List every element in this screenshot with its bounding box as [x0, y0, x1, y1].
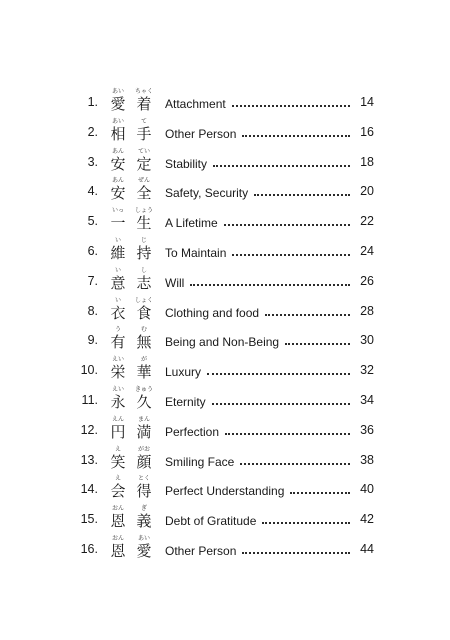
- page-number: 16: [360, 124, 374, 139]
- entry-number: 14.: [80, 482, 98, 497]
- kanji-first-char: 一: [110, 214, 126, 233]
- page-number: 34: [360, 392, 374, 407]
- kanji-second-char: 得: [136, 482, 152, 501]
- kanji-first: [108, 505, 128, 531]
- furigana-first: いっ: [111, 207, 124, 215]
- page-number: 28: [360, 303, 374, 318]
- dot-leader: [262, 513, 350, 524]
- kanji-second: [134, 207, 154, 233]
- furigana-second: じ: [140, 236, 147, 244]
- kanji-first: [108, 385, 128, 411]
- furigana-second: しょく: [134, 296, 153, 304]
- entry-number: 8.: [87, 303, 98, 318]
- kanji-first-char: 安: [110, 184, 126, 203]
- kanji-first: [108, 326, 128, 352]
- kanji-first-char: 維: [110, 243, 126, 262]
- kanji-second: [134, 266, 154, 292]
- page-number: 38: [360, 452, 374, 467]
- entry-title[interactable]: Perfection: [165, 424, 220, 439]
- furigana-second: がお: [137, 445, 150, 453]
- furigana-first: い: [114, 296, 121, 304]
- furigana-second: ぜん: [137, 177, 150, 185]
- entry-title-line: [165, 94, 350, 112]
- toc-entry[interactable]: [0, 356, 450, 386]
- furigana-first: あい: [111, 88, 124, 95]
- kanji-second-char: 久: [136, 392, 152, 411]
- furigana-second: し: [140, 266, 147, 274]
- entry-title-line: [165, 183, 350, 201]
- kanji-second-char: 無: [136, 333, 152, 352]
- furigana-first: えい: [111, 356, 124, 364]
- page-number: 36: [360, 422, 374, 437]
- toc-entry[interactable]: [0, 386, 450, 416]
- furigana-second: ちゃく: [134, 88, 153, 95]
- entry-title[interactable]: Being and Non-Being: [165, 335, 280, 350]
- dot-leader: [290, 483, 350, 494]
- page-number: 44: [360, 541, 374, 556]
- kanji-second-char: 持: [136, 243, 152, 262]
- entry-title[interactable]: A Lifetime: [165, 216, 218, 231]
- kanji-first: [108, 475, 128, 501]
- kanji-second-char: 着: [136, 95, 152, 113]
- toc-entry[interactable]: [0, 446, 450, 476]
- furigana-second: あい: [137, 534, 150, 542]
- toc-entry[interactable]: [0, 177, 450, 207]
- entry-title-line: [165, 362, 350, 380]
- kanji-first: [108, 534, 128, 560]
- kanji-first: [108, 207, 128, 233]
- furigana-first: おん: [111, 505, 124, 513]
- furigana-first: い: [114, 236, 121, 244]
- entry-number: 10.: [80, 363, 98, 378]
- entry-title-line: [165, 332, 350, 350]
- kanji-second: [134, 505, 154, 531]
- kanji-second-char: 定: [136, 154, 152, 173]
- kanji-second-char: 食: [136, 303, 152, 322]
- entry-number: 2.: [87, 124, 98, 139]
- kanji-first: [108, 177, 128, 203]
- kanji-second: [134, 385, 154, 411]
- dot-leader: [240, 454, 350, 465]
- furigana-first: あん: [111, 177, 124, 185]
- entry-number: 13.: [80, 452, 98, 467]
- furigana-second: とく: [137, 475, 150, 483]
- toc-entry[interactable]: [0, 297, 450, 327]
- kanji-second: [134, 296, 154, 322]
- entry-number: 9.: [87, 333, 98, 348]
- page-number: 40: [360, 482, 374, 497]
- kanji-first-char: 栄: [110, 363, 126, 382]
- kanji-first-char: 恩: [110, 512, 126, 531]
- kanji-second-char: 華: [136, 363, 152, 382]
- kanji-second: [134, 147, 154, 173]
- toc-entry[interactable]: [0, 326, 450, 356]
- kanji-first: [108, 117, 128, 143]
- toc-entry[interactable]: [0, 475, 450, 505]
- kanji-second: [134, 236, 154, 262]
- dot-leader: [212, 394, 350, 405]
- entry-number: 1.: [87, 95, 98, 109]
- page-number: 18: [360, 154, 374, 169]
- toc-entry[interactable]: [0, 416, 450, 446]
- kanji-first-char: 衣: [110, 303, 126, 322]
- kanji-second-char: 満: [136, 422, 152, 441]
- kanji-first-char: 相: [110, 124, 126, 143]
- entry-title[interactable]: Clothing and food: [165, 305, 260, 320]
- kanji-first: [108, 356, 128, 382]
- entry-title-line: [165, 243, 350, 261]
- entry-title[interactable]: Eternity: [165, 394, 206, 409]
- kanji-second: [134, 475, 154, 501]
- kanji-second: [134, 117, 154, 143]
- entry-title-line: [165, 303, 350, 321]
- kanji-first: [108, 445, 128, 471]
- dot-leader: [265, 305, 350, 316]
- entry-title-line: [165, 452, 350, 470]
- toc-entry[interactable]: [0, 505, 450, 535]
- entry-title-line: [165, 273, 350, 291]
- furigana-first: い: [114, 266, 121, 274]
- kanji-first: [108, 415, 128, 441]
- table-of-contents: [0, 88, 450, 565]
- page-number: 30: [360, 333, 374, 348]
- kanji-first-char: 円: [110, 422, 126, 441]
- furigana-second: まん: [137, 415, 150, 423]
- kanji-first-char: 恩: [110, 541, 126, 560]
- furigana-first: えん: [111, 415, 124, 423]
- kanji-first: [108, 296, 128, 322]
- kanji-first: [108, 266, 128, 292]
- kanji-first-char: 会: [110, 482, 126, 501]
- kanji-second: [134, 88, 154, 113]
- entry-number: 11.: [81, 392, 98, 407]
- furigana-second: む: [140, 326, 147, 334]
- toc-entry[interactable]: [0, 118, 450, 148]
- dot-leader: [225, 424, 350, 435]
- dot-leader: [213, 156, 350, 167]
- entry-title-line: [165, 124, 350, 142]
- furigana-first: え: [114, 445, 121, 453]
- kanji-second-char: 志: [136, 273, 152, 292]
- toc-entry[interactable]: [0, 88, 450, 118]
- kanji-second-char: 全: [136, 184, 152, 203]
- kanji-second-char: 愛: [136, 541, 152, 560]
- page-number: 20: [360, 184, 374, 199]
- kanji-second-char: 顔: [136, 452, 152, 471]
- dot-leader: [232, 245, 350, 256]
- furigana-first: あん: [111, 147, 124, 155]
- entry-title[interactable]: Perfect Understanding: [165, 484, 285, 499]
- kanji-second: [134, 445, 154, 471]
- entry-number: 12.: [80, 422, 98, 437]
- dot-leader: [242, 543, 350, 554]
- entry-title-line: [165, 511, 350, 529]
- kanji-first: [108, 236, 128, 262]
- entry-title[interactable]: Will: [165, 275, 185, 290]
- entry-title[interactable]: Luxury: [165, 365, 202, 380]
- dot-leader: [224, 215, 350, 226]
- kanji-second-char: 生: [136, 214, 152, 233]
- furigana-first: えい: [111, 385, 124, 393]
- page-number: 22: [360, 214, 374, 229]
- toc-entry[interactable]: [0, 267, 450, 297]
- toc-entry[interactable]: [0, 237, 450, 267]
- kanji-second: [134, 356, 154, 382]
- entry-number: 5.: [87, 214, 98, 229]
- kanji-second: [134, 177, 154, 203]
- dot-leader: [254, 185, 350, 196]
- furigana-second: てい: [137, 147, 150, 155]
- entry-title[interactable]: Smiling Face: [165, 454, 235, 469]
- entry-number: 3.: [87, 154, 98, 169]
- furigana-second: ぎ: [140, 505, 147, 513]
- furigana-second: が: [140, 356, 147, 364]
- entry-title[interactable]: Safety, Security: [165, 186, 249, 201]
- kanji-second: [134, 534, 154, 560]
- entry-number: 16.: [80, 541, 98, 556]
- furigana-first: おん: [111, 534, 124, 542]
- kanji-first-char: 永: [110, 392, 126, 411]
- dot-leader: [207, 364, 350, 375]
- kanji-first-char: 有: [110, 333, 126, 352]
- page-number: 32: [360, 363, 374, 378]
- kanji-first-char: 笑: [110, 452, 126, 471]
- kanji-first-char: 安: [110, 154, 126, 173]
- entry-title[interactable]: Other Person: [165, 126, 237, 141]
- entry-title-line: [165, 154, 350, 172]
- page-number: 26: [360, 273, 374, 288]
- entry-title-line: [165, 541, 350, 559]
- entry-title[interactable]: Attachment: [165, 97, 226, 111]
- kanji-second-char: 手: [136, 124, 152, 143]
- kanji-second: [134, 415, 154, 441]
- entry-number: 7.: [87, 273, 98, 288]
- kanji-first-char: 意: [110, 273, 126, 292]
- furigana-first: え: [114, 475, 121, 483]
- entry-title[interactable]: Stability: [165, 156, 208, 171]
- entry-title-line: [165, 392, 350, 410]
- entry-title[interactable]: Other Person: [165, 543, 237, 558]
- page-number: 42: [360, 512, 374, 527]
- entry-title-line: [165, 481, 350, 499]
- dot-leader: [285, 334, 350, 345]
- entry-title[interactable]: To Maintain: [165, 245, 227, 260]
- kanji-first-char: 愛: [110, 95, 126, 113]
- furigana-second: きゅう: [134, 385, 153, 393]
- furigana-second: て: [140, 117, 147, 125]
- furigana-first: あい: [111, 117, 124, 125]
- kanji-first: [108, 147, 128, 173]
- furigana-second: しょう: [134, 207, 153, 215]
- dot-leader: [232, 96, 350, 107]
- toc-entry[interactable]: [0, 535, 450, 565]
- entry-title[interactable]: Debt of Gratitude: [165, 514, 257, 529]
- entry-title-line: [165, 213, 350, 231]
- dot-leader: [190, 275, 350, 286]
- entry-number: 4.: [87, 184, 98, 199]
- page-number: 24: [360, 243, 374, 258]
- dot-leader: [242, 126, 350, 137]
- toc-entry[interactable]: [0, 207, 450, 237]
- entry-number: 15.: [80, 512, 98, 527]
- kanji-second: [134, 326, 154, 352]
- page-number: 14: [360, 95, 374, 109]
- kanji-first: [108, 88, 128, 113]
- toc-entry[interactable]: [0, 148, 450, 178]
- kanji-second-char: 義: [136, 512, 152, 531]
- entry-number: 6.: [87, 243, 98, 258]
- entry-title-line: [165, 422, 350, 440]
- furigana-first: う: [114, 326, 121, 334]
